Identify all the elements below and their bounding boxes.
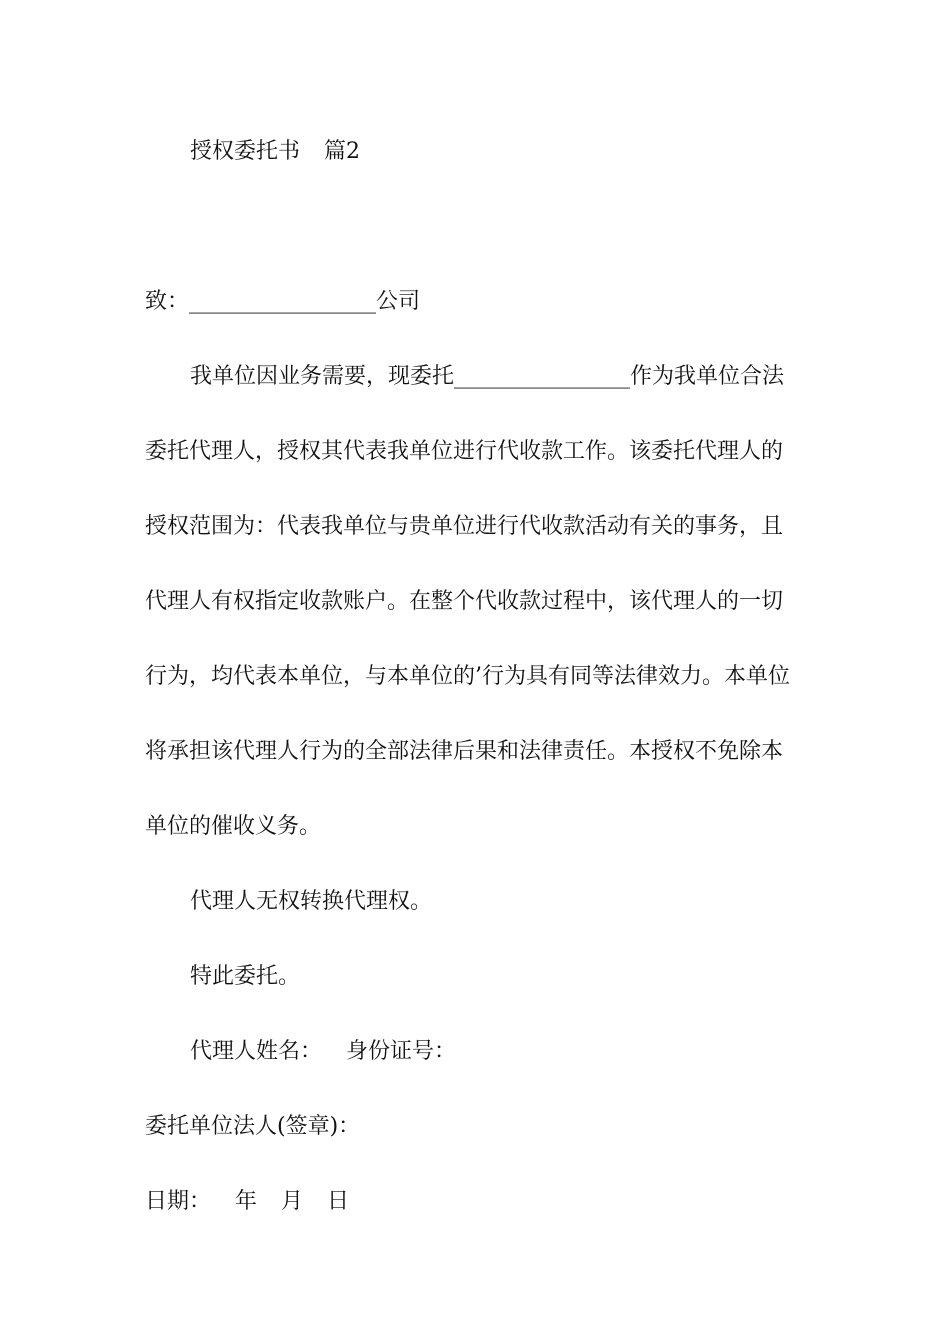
agent-name-label: 代理人姓名：: [190, 1039, 323, 1064]
date-line: [145, 1187, 349, 1217]
hereby-statement: 特此委托。: [190, 964, 301, 989]
paragraph-line-7: 单位的催收义务。: [145, 814, 322, 839]
addressee-line: 致：_________________公司: [145, 289, 421, 314]
paragraph-line-6: 将承担该代理人行为的全部法律后果和法律责任。本授权不免除本: [145, 739, 784, 764]
document-title-line: [190, 137, 360, 167]
date-month: 月: [281, 1189, 304, 1214]
no-transfer-statement: 代理人无权转换代理权。: [190, 889, 433, 914]
agent-info-line: [190, 1037, 456, 1067]
document-title: 授权委托书: [190, 139, 301, 164]
paragraph-line-5: 行为，均代表本单位，与本单位的’行为具有同等法律效力。本单位: [145, 664, 790, 689]
paragraph-line-4: 代理人有权指定收款账户。在整个代收款过程中，该代理人的一切: [145, 589, 784, 614]
date-label: 日期：: [145, 1189, 212, 1214]
paragraph-line-1: 我单位因业务需要，现委托________________作为我单位合法: [190, 364, 785, 389]
paragraph-line-3: 授权范围为：代表我单位与贵单位进行代收款活动有关的事务，且: [145, 514, 784, 539]
date-year: 年: [235, 1189, 258, 1214]
paragraph-line-2: 委托代理人，授权其代表我单位进行代收款工作。该委托代理人的: [145, 439, 784, 464]
document-title-suffix: 篇2: [324, 139, 361, 164]
principal-signature-label: 委托单位法人(签章)：: [145, 1114, 361, 1139]
id-number-label: 身份证号：: [346, 1039, 457, 1064]
date-day: 日: [327, 1189, 350, 1214]
